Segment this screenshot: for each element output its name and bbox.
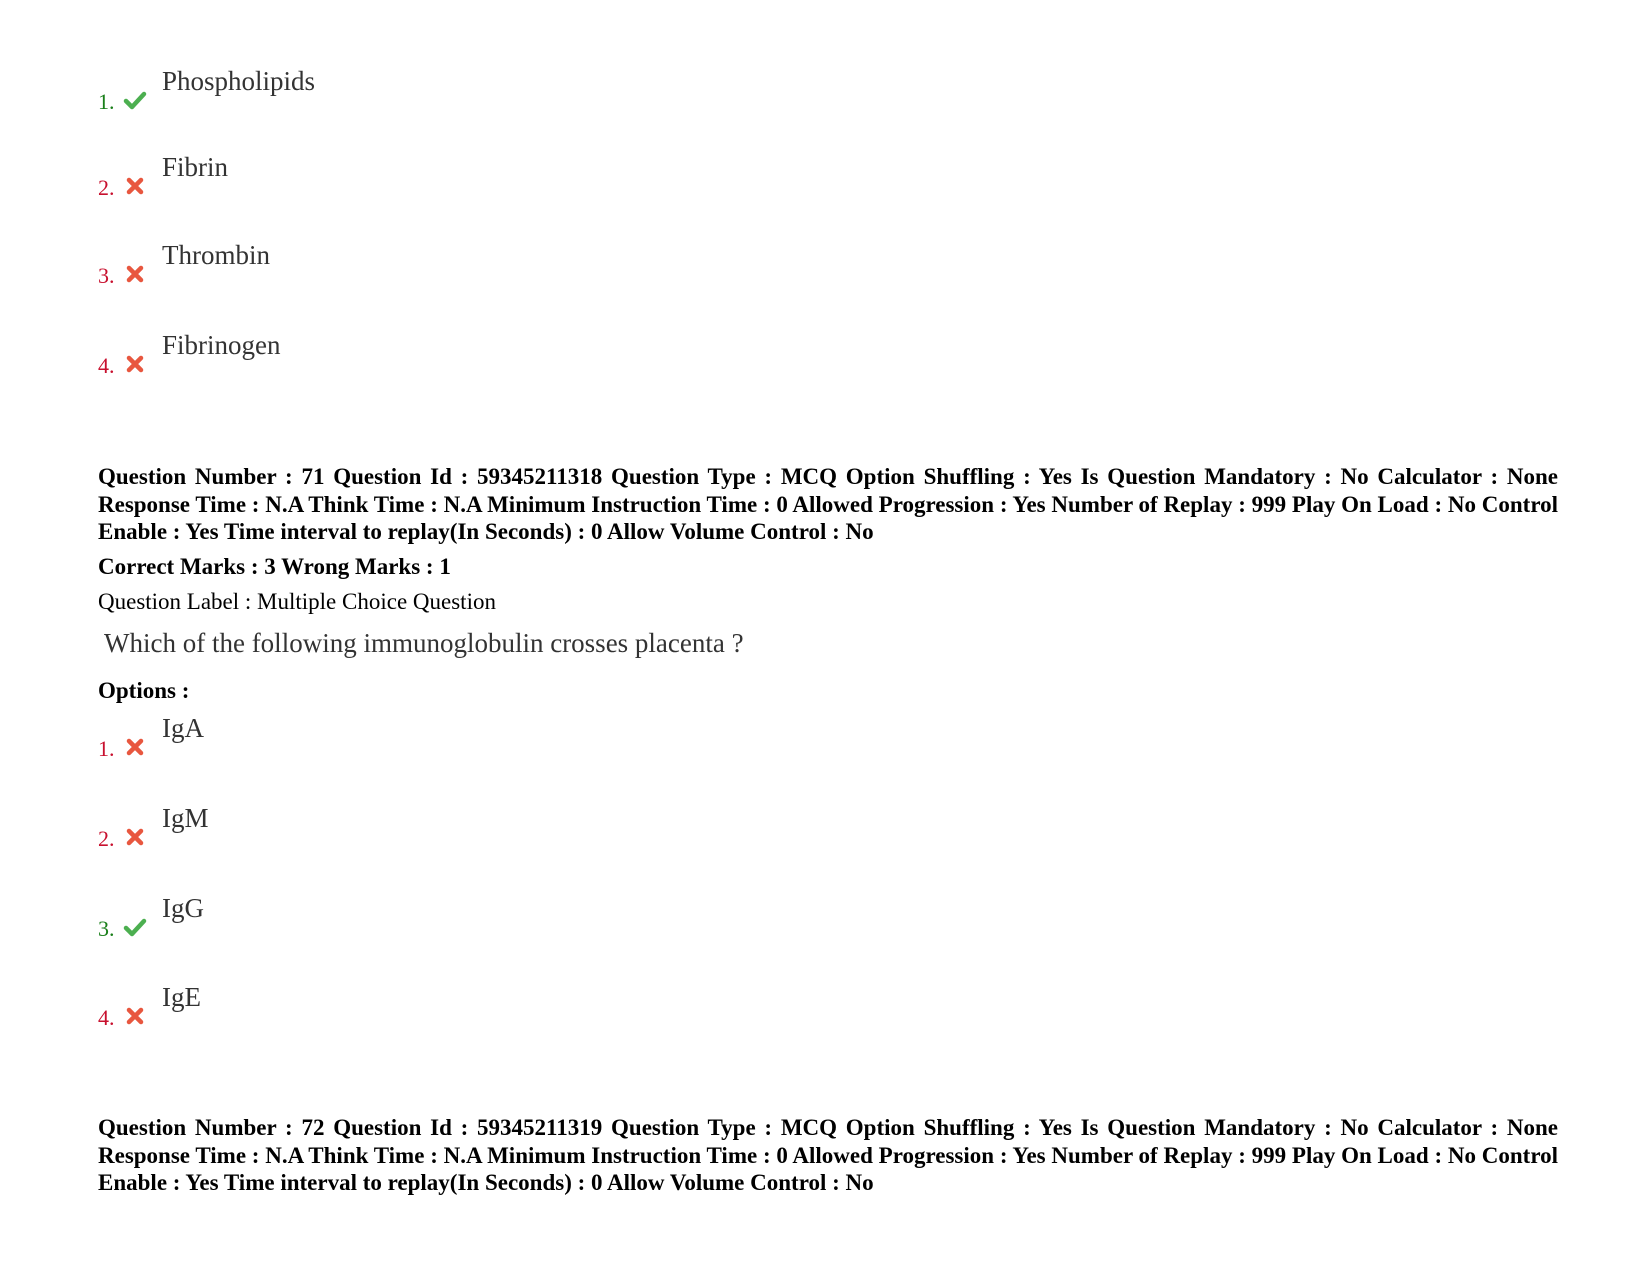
question-71-label: Question Label : Multiple Choice Question xyxy=(98,589,496,614)
option-text: Phospholipids xyxy=(162,66,316,96)
options-heading: Options : xyxy=(98,678,190,703)
check-icon xyxy=(123,88,147,112)
question-71-marks: Correct Marks : 3 Wrong Marks : 1 xyxy=(98,554,451,579)
cross-icon xyxy=(123,352,147,376)
option-number: 3. xyxy=(98,263,115,288)
option-number: 1. xyxy=(98,736,115,761)
option-text: Thrombin xyxy=(162,240,270,270)
cross-icon xyxy=(123,825,147,849)
option-text: IgG xyxy=(162,893,204,923)
option-number: 3. xyxy=(98,916,115,941)
cross-icon xyxy=(123,262,147,286)
question-71-meta: Question Number : 71 Question Id : 59345211318 Question Type : MCQ Option Shuffling : Yes Is Question Mandatory : No Calculator : None Response Time : N.A Think Time : N.A Minimum Instruction Time : 0 Allowed Progression : Yes Number of Replay : 999 Play On Load : No Control Enable : Yes Time interval to replay(In Seconds) : 0 Allow Volume Control : No xyxy=(98,464,1558,544)
option-text: IgA xyxy=(162,713,204,743)
option-number: 4. xyxy=(98,1005,115,1030)
option-number: 2. xyxy=(98,175,115,200)
option-number: 4. xyxy=(98,353,115,378)
question-71-text: Which of the following immunoglobulin crosses placenta ? xyxy=(104,628,744,658)
question-72-meta: Question Number : 72 Question Id : 59345211319 Question Type : MCQ Option Shuffling : Yes Is Question Mandatory : No Calculator : None Response Time : N.A Think Time : N.A Minimum Instruction Time : 0 Allowed Progression : Yes Number of Replay : 999 Play On Load : No Control Enable : Yes Time interval to replay(In Seconds) : 0 Allow Volume Control : No xyxy=(98,1115,1558,1195)
option-text: IgM xyxy=(162,803,209,833)
option-number: 2. xyxy=(98,826,115,851)
option-number: 1. xyxy=(98,89,115,114)
cross-icon xyxy=(123,174,147,198)
cross-icon xyxy=(123,735,147,759)
cross-icon xyxy=(123,1004,147,1028)
option-text: IgE xyxy=(162,982,201,1012)
option-text: Fibrinogen xyxy=(162,330,281,360)
option-text: Fibrin xyxy=(162,152,229,182)
check-icon xyxy=(123,915,147,939)
